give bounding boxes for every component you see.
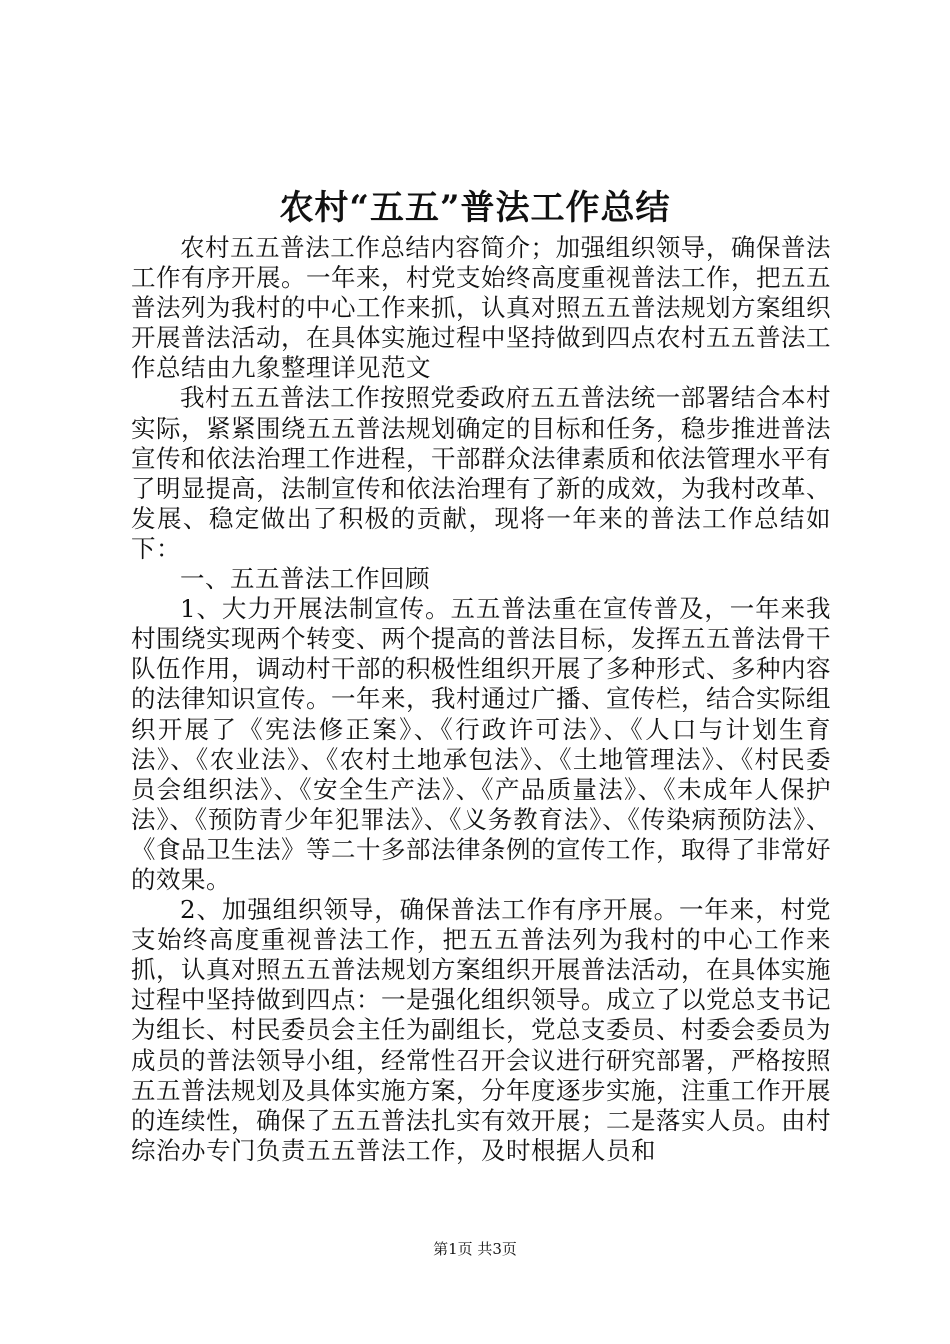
document-title: 农村“五五”普法工作总结 [279,188,671,228]
paragraph-item-2: 2、加强组织领导，确保普法工作有序开展。一年来，村党支始终高度重视普法工作，把五五普法列为我村的中心工作来抓，认真对照五五普法规划方案组织开展普法活动，在具体实施过程中坚持做到四点：一是强化组织领导。成立了以党总支书记为组长、村民委员会主任为副组长，党总支委员、村委会委员为成员的普法领导小组，经常性召开会议进行研究部署，严格按照五五普法规划及具体实施方案，分年度逐步实施，注重工作开展的连续性，确保了五五普法扎实有效开展；二是落实人员。由村综治办专门负责五五普法工作，及时根据人员和 [131,895,831,1165]
document-body [131,233,831,1166]
paragraph-intro: 我村五五普法工作按照党委政府五五普法统一部署结合本村实际，紧紧围绕五五普法规划确定的目标和任务，稳步推进普法宣传和依法治理工作进程，干部群众法律素质和依法管理水平有了明显提高，法制宣传和依法治理有了新的成效，为我村改革、发展、稳定做出了积极的贡献，现将一年来的普法工作总结如下： [131,383,831,563]
paragraph-summary: 农村五五普法工作总结内容简介；加强组织领导，确保普法工作有序开展。一年来，村党支始终高度重视普法工作，把五五普法列为我村的中心工作来抓，认真对照五五普法规划方案组织开展普法活动，在具体实施过程中坚持做到四点农村五五普法工作总结由九象整理详见范文 [131,233,831,383]
paragraph-item-1: 1、大力开展法制宣传。五五普法重在宣传普及，一年来我村围绕实现两个转变、两个提高的普法目标，发挥五五普法骨干队伍作用，调动村干部的积极性组织开展了多种形式、多种内容的法律知识宣传。一年来，我村通过广播、宣传栏，结合实际组织开展了《宪法修正案》、《行政许可法》、《人口与计划生育法》、《农业法》、《农村土地承包法》、《土地管理法》、《村民委员会组织法》、《安全生产法》、《产品质量法》、《未成年人保护法》、《预防青少年犯罪法》、《义务教育法》、《传染病预防法》、《食品卫生法》等二十多部法律条例的宣传工作，取得了非常好的效果。 [131,594,831,894]
page-number-footer: 第1页 共3页 [433,1240,517,1258]
section-heading: 一、五五普法工作回顾 [180,564,430,594]
